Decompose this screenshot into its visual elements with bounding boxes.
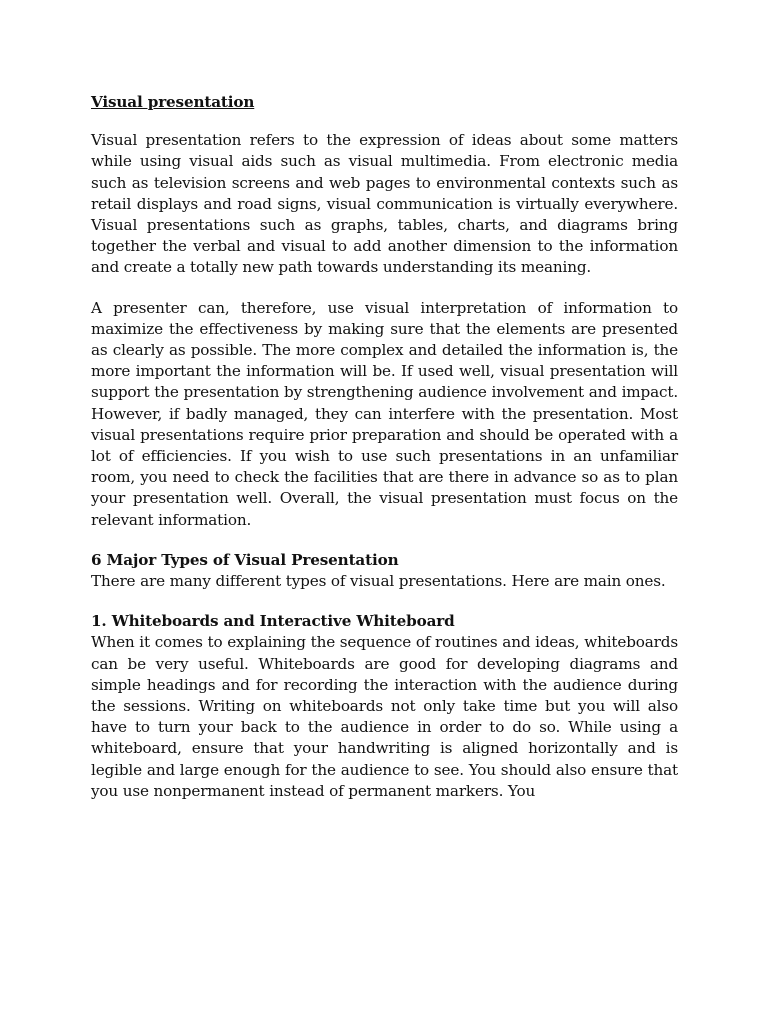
document-page: [91, 92, 678, 802]
subsection-body: When it comes to explaining the sequence of routines and ideas, whiteboards can be very useful. Whiteboards are good for developing diagrams and simple headings and for recording the interaction with the audience during the sessions. Writing on whiteboards not only take time but you will also have to turn your back to the audience in order to do so. While using a whiteboard, ensure that your handwriting is aligned horizontally and is legible and large enough for the audience to see. You should also ensure that you use nonpermanent instead of permanent markers. You: [91, 633, 678, 800]
section-intro: There are many different types of visual presentations. Here are main ones.: [91, 572, 666, 591]
document-title: Visual presentation: [91, 93, 255, 111]
section-heading: 6 Major Types of Visual Presentation: [91, 550, 399, 569]
paragraph-intro: Visual presentation refers to the expression of ideas about some matters while using visual aids such as visual multimedia. From electronic media such as television screens and web pages to environmental contexts such as retail displays and road signs, visual communication is virtually everywhere. Visual presentations such as graphs, tables, charts, and diagrams bring together the verbal and visual to add another dimension to the information and create a totally new path towards understanding its meaning.: [91, 131, 678, 277]
subsection-heading: 1. Whiteboards and Interactive Whiteboard: [91, 612, 455, 631]
paragraph-presenter: A presenter can, therefore, use visual interpretation of information to maximize the effectiveness by making sure that the elements are presented as clearly as possible. The more complex and detailed the information is, the more important the information will be. If used well, visual presentation will support the presentation by strengthening audience involvement and impact. However, if badly managed, they can interfere with the presentation. Most visual presentations require prior preparation and should be operated with a lot of efficiencies. If you wish to use such presentations in an unfamiliar room, you need to check the facilities that are there in advance so as to plan your presentation well. Overall, the visual presentation must focus on the relevant information.: [91, 298, 678, 529]
